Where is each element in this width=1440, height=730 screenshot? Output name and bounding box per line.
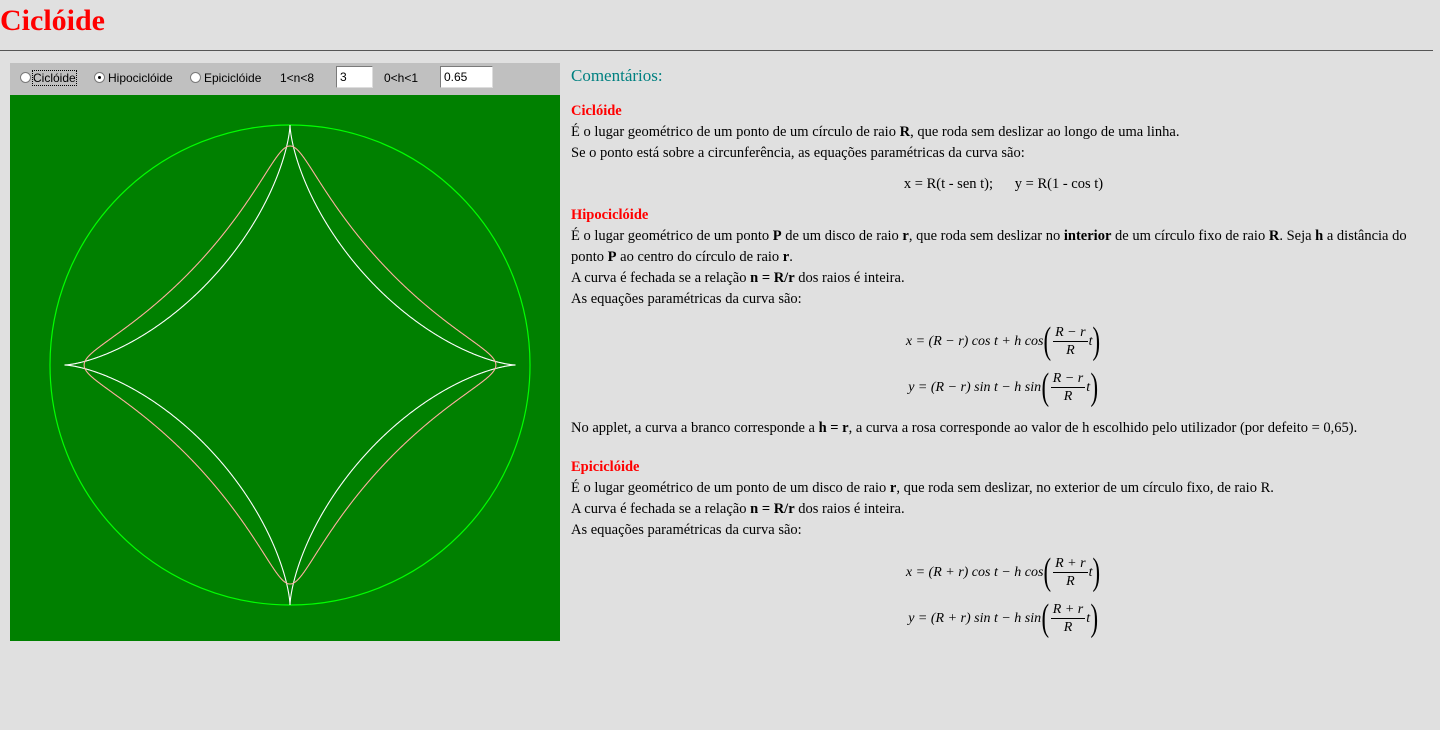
epicycloid-equation-y: y = (R + r) sin t − h sin ( $\frac{R + r}{R}$ t ) [908,597,1099,639]
page-title: Ciclóide [0,4,105,37]
epicycloid-title: Epiciclóide [571,459,640,475]
epicycloid-section [571,457,1436,641]
radio-hipocicloide-label[interactable]: Hipociclóide [108,71,173,85]
cycloid-applet [10,63,560,641]
radio-cicloide-label[interactable]: Ciclóide [33,71,76,85]
applet-canvas[interactable] [10,95,560,641]
hypocycloid-closure-rule: A curva é fechada se a relação n = R/r dos raios é inteira. [571,270,905,286]
comments-heading: Comentários: [571,66,663,85]
radio-epicicloide-label[interactable]: Epiciclóide [204,71,262,85]
hypocycloid-curve-user-h [84,146,496,584]
applet-note: No applet, a curva a branco corresponde a h = r, a curva a rosa corresponde ao valor de h escolhido pelo utilizador (por defeito = 0,65). [571,420,1358,436]
h-range-label: 0<h<1 [384,71,419,85]
hypocycloid-equations [571,318,1436,410]
cycloid-equation: x = R(t - sen t); y = R(1 - cos t) [903,176,1104,192]
radio-epicicloide[interactable] [190,72,201,83]
applet-controls [10,63,560,95]
epicycloid-definition: É o lugar geométrico de um ponto de um disco de raio r, que roda sem deslizar, no exterior de um círculo fixo, de raio R. [571,480,1274,496]
title-divider [0,50,1433,51]
h-input[interactable]: 0.65 [440,66,493,88]
cycloid-definition: É o lugar geométrico de um ponto de um círculo de raio R, que roda sem deslizar ao longo de uma linha. [571,124,1180,140]
hypocycloid-definition: É o lugar geométrico de um ponto P de um disco de raio r, que roda sem deslizar no interior de um círculo fixo de raio R. Seja h a distância do ponto P ao centro do círculo de raio r. [571,228,1407,265]
curve-plot [10,95,560,641]
hypocycloid-title: Hipociclóide [571,207,649,223]
epicycloid-equation-x: x = (R + r) cos t − h cos ( $\frac{R + r}{R}$ t ) [905,551,1101,593]
hypocycloid-section [571,205,1436,439]
cycloid-title: Ciclóide [571,103,622,119]
fixed-circle [50,125,530,605]
epicycloid-equations [571,549,1436,641]
hypocycloid-equation-x: x = (R − r) cos t + h cos ( $\frac{R - r}{R}$ t ) [905,320,1101,362]
hypocycloid-curve-h-equals-r [64,125,515,605]
hypocycloid-equation-y: y = (R − r) sin t − h sin ( $\frac{R - r}{R}$ t ) [908,366,1099,408]
radio-hipocicloide[interactable] [94,72,105,83]
hypocycloid-equations-intro: As equações paramétricas da curva são: [571,291,802,307]
epicycloid-equations-intro: As equações paramétricas da curva são: [571,522,802,538]
radio-cicloide[interactable] [20,72,31,83]
epicycloid-closure-rule: A curva é fechada se a relação n = R/r dos raios é inteira. [571,501,905,517]
cycloid-section [571,101,1436,195]
n-input[interactable]: 3 [336,66,373,88]
cycloid-equations-intro: Se o ponto está sobre a circunferência, as equações paramétricas da curva são: [571,145,1025,161]
comments-panel [571,66,1436,649]
n-range-label: 1<n<8 [280,71,315,85]
